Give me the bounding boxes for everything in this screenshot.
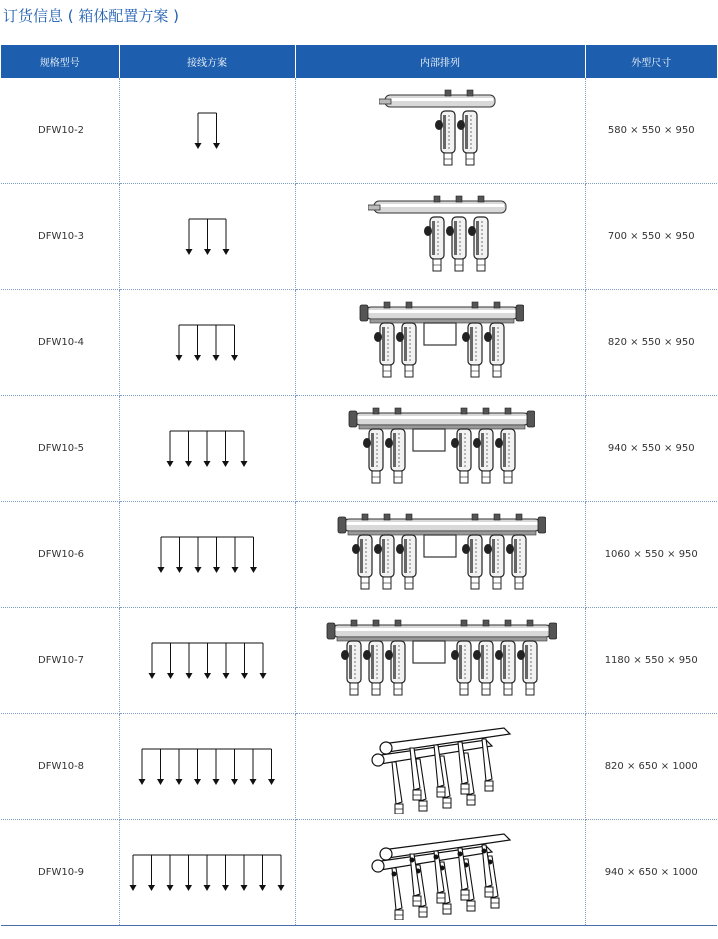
arrow-down-icon bbox=[241, 673, 248, 679]
arrow-down-icon bbox=[259, 673, 266, 679]
clamp-ear bbox=[385, 650, 393, 660]
arrow-down-icon bbox=[194, 143, 201, 149]
clamp-ear bbox=[446, 226, 454, 236]
equipment-group bbox=[379, 90, 495, 165]
bus-highlight bbox=[346, 522, 538, 525]
model-cell: DFW10-4 bbox=[1, 290, 119, 396]
wiring-diagram-icon bbox=[127, 851, 287, 895]
clamp-ear bbox=[352, 544, 360, 554]
clamp-ear bbox=[363, 650, 371, 660]
top-bolt bbox=[461, 408, 467, 414]
clamp-ear bbox=[451, 438, 459, 448]
clamp-ear bbox=[396, 544, 404, 554]
connector-shade bbox=[459, 433, 462, 467]
top-bolt bbox=[483, 620, 489, 626]
layout-cell bbox=[295, 820, 585, 926]
layout-cell bbox=[295, 608, 585, 714]
clamp-ear bbox=[473, 650, 481, 660]
top-bolt bbox=[505, 620, 511, 626]
layout-cell bbox=[295, 78, 585, 184]
busbar-6-way-drawing-icon bbox=[334, 511, 546, 599]
bushing-stub bbox=[368, 205, 380, 210]
clamp-ear bbox=[462, 332, 470, 342]
table-row bbox=[1, 184, 717, 290]
dims-cell: 820 × 650 × 1000 bbox=[585, 714, 717, 820]
top-bolt bbox=[456, 196, 462, 202]
connector-bar bbox=[359, 425, 525, 429]
layout-cell bbox=[295, 290, 585, 396]
dims-cell: 1060 × 550 × 950 bbox=[585, 502, 717, 608]
header-model: 规格型号 bbox=[1, 45, 119, 78]
tube-end bbox=[372, 860, 384, 872]
wiring-diagram-icon bbox=[155, 533, 260, 577]
arrow-down-icon bbox=[241, 461, 248, 467]
connector-shade bbox=[360, 539, 363, 573]
busbar-2-way-drawing-icon bbox=[379, 87, 501, 175]
model-cell: DFW10-3 bbox=[1, 184, 119, 290]
connector-shade bbox=[432, 221, 435, 255]
connector-shade bbox=[465, 115, 468, 149]
clamp-ear bbox=[341, 650, 349, 660]
arrow-down-icon bbox=[204, 249, 211, 255]
wiring-cell bbox=[119, 290, 295, 396]
dims-cell: 940 × 550 × 950 bbox=[585, 396, 717, 502]
arrow-down-icon bbox=[231, 355, 238, 361]
layout-cell bbox=[295, 714, 585, 820]
table-row bbox=[1, 290, 717, 396]
clamp-ear bbox=[385, 438, 393, 448]
bus-highlight bbox=[335, 628, 549, 631]
busbar-4-way-drawing-icon bbox=[356, 299, 524, 387]
end-cap bbox=[360, 305, 368, 321]
clamp-ear bbox=[495, 650, 503, 660]
tap-bolt bbox=[458, 851, 463, 856]
bridge-frame bbox=[413, 429, 445, 451]
clamp-ear bbox=[374, 332, 382, 342]
arrow-down-icon bbox=[204, 673, 211, 679]
arrow-down-icon bbox=[194, 567, 201, 573]
clamp-ear bbox=[473, 438, 481, 448]
bus-highlight bbox=[376, 204, 504, 207]
connector-shade bbox=[470, 327, 473, 361]
arrow-down-icon bbox=[231, 567, 238, 573]
clamp-ear bbox=[484, 332, 492, 342]
wiring-cell bbox=[119, 184, 295, 290]
connector-shade bbox=[382, 327, 385, 361]
table-row bbox=[1, 502, 717, 608]
top-bolt bbox=[461, 620, 467, 626]
table-row bbox=[1, 396, 717, 502]
connector-shade bbox=[492, 539, 495, 573]
model-cell: DFW10-6 bbox=[1, 502, 119, 608]
top-bolt bbox=[384, 302, 390, 308]
top-bolt bbox=[373, 408, 379, 414]
equipment-group bbox=[372, 728, 510, 814]
equipment-group bbox=[360, 302, 524, 377]
arrow-down-icon bbox=[213, 143, 220, 149]
arrow-down-icon bbox=[278, 885, 285, 891]
arrow-down-icon bbox=[185, 673, 192, 679]
table-row bbox=[1, 608, 717, 714]
arrow-down-icon bbox=[213, 567, 220, 573]
tap-bolt bbox=[482, 848, 487, 853]
connector-shade bbox=[371, 433, 374, 467]
top-bolt bbox=[494, 302, 500, 308]
table-row bbox=[1, 714, 717, 820]
top-bolt bbox=[434, 196, 440, 202]
cable-lead bbox=[392, 762, 402, 804]
clamp-ear bbox=[468, 226, 476, 236]
clamp-ear bbox=[363, 438, 371, 448]
top-bolt bbox=[483, 408, 489, 414]
busbar-7-way-drawing-icon bbox=[323, 617, 557, 705]
connector-shade bbox=[393, 645, 396, 679]
arrow-down-icon bbox=[204, 885, 211, 891]
top-bolt bbox=[478, 196, 484, 202]
equipment-group bbox=[349, 408, 535, 483]
connector-shade bbox=[404, 539, 407, 573]
top-bolt bbox=[505, 408, 511, 414]
clamp-ear bbox=[484, 544, 492, 554]
arrow-down-icon bbox=[167, 461, 174, 467]
order-table bbox=[1, 45, 717, 926]
arrow-down-icon bbox=[176, 567, 183, 573]
wiring-diagram-icon bbox=[192, 109, 223, 153]
bridge-frame bbox=[424, 535, 456, 557]
connector-shade bbox=[481, 433, 484, 467]
arrow-down-icon bbox=[148, 885, 155, 891]
arrow-down-icon bbox=[167, 885, 174, 891]
dims-cell: 580 × 550 × 950 bbox=[585, 78, 717, 184]
arrow-down-icon bbox=[139, 779, 146, 785]
bridge-frame bbox=[413, 641, 445, 663]
arrow-down-icon bbox=[222, 249, 229, 255]
arrow-down-icon bbox=[176, 355, 183, 361]
model-cell: DFW10-7 bbox=[1, 608, 119, 714]
table-row bbox=[1, 820, 717, 926]
tap-bolt bbox=[434, 854, 439, 859]
table-body bbox=[1, 78, 717, 926]
top-bolt bbox=[395, 620, 401, 626]
wiring-diagram-icon bbox=[173, 321, 241, 365]
top-bolt bbox=[373, 620, 379, 626]
connector-shade bbox=[476, 221, 479, 255]
top-bolt bbox=[494, 514, 500, 520]
arrow-down-icon bbox=[157, 779, 164, 785]
top-bolt bbox=[445, 90, 451, 96]
end-cap bbox=[349, 411, 357, 427]
wiring-diagram-icon bbox=[164, 427, 250, 471]
connector-shade bbox=[454, 221, 457, 255]
connector-shade bbox=[481, 645, 484, 679]
top-bolt bbox=[406, 302, 412, 308]
arrow-down-icon bbox=[176, 779, 183, 785]
connector-bar bbox=[370, 319, 514, 323]
cable-branch-8-way-drawing-icon bbox=[364, 720, 516, 814]
top-bolt bbox=[472, 302, 478, 308]
arrow-down-icon bbox=[194, 779, 201, 785]
end-cap bbox=[549, 623, 557, 639]
model-cell: DFW10-5 bbox=[1, 396, 119, 502]
arrow-down-icon bbox=[222, 461, 229, 467]
top-bolt bbox=[472, 514, 478, 520]
connector-shade bbox=[459, 645, 462, 679]
arrow-down-icon bbox=[222, 885, 229, 891]
cable-branch-9-way-drawing-icon bbox=[364, 826, 516, 920]
end-cap bbox=[516, 305, 524, 321]
connector-shade bbox=[404, 327, 407, 361]
table-header-row bbox=[1, 45, 717, 78]
wiring-cell bbox=[119, 608, 295, 714]
arrow-down-icon bbox=[250, 567, 257, 573]
tap-bolt bbox=[392, 871, 397, 876]
clamp-ear bbox=[374, 544, 382, 554]
tap-bolt bbox=[410, 857, 415, 862]
top-bolt bbox=[395, 408, 401, 414]
end-cap bbox=[338, 517, 346, 533]
dims-cell: 940 × 650 × 1000 bbox=[585, 820, 717, 926]
connector-shade bbox=[393, 433, 396, 467]
connector-shade bbox=[514, 539, 517, 573]
connector-shade bbox=[470, 539, 473, 573]
clamp-ear bbox=[517, 650, 525, 660]
wiring-cell bbox=[119, 714, 295, 820]
bridge-frame bbox=[424, 323, 456, 345]
arrow-down-icon bbox=[222, 673, 229, 679]
bus-highlight bbox=[368, 310, 516, 313]
clamp-ear bbox=[451, 650, 459, 660]
clamp-ear bbox=[457, 120, 465, 130]
arrow-down-icon bbox=[268, 779, 275, 785]
top-bolt bbox=[406, 514, 412, 520]
end-cap bbox=[538, 517, 546, 533]
model-cell: DFW10-8 bbox=[1, 714, 119, 820]
tube-end bbox=[372, 754, 384, 766]
connector-shade bbox=[382, 539, 385, 573]
table-row bbox=[1, 78, 717, 184]
arrow-down-icon bbox=[157, 567, 164, 573]
arrow-down-icon bbox=[194, 355, 201, 361]
wiring-cell bbox=[119, 78, 295, 184]
connector-shade bbox=[443, 115, 446, 149]
clamp-ear bbox=[506, 544, 514, 554]
equipment-group bbox=[368, 196, 506, 271]
arrow-down-icon bbox=[185, 885, 192, 891]
model-cell: DFW10-9 bbox=[1, 820, 119, 926]
header-wiring: 接线方案 bbox=[119, 45, 295, 78]
dims-cell: 820 × 550 × 950 bbox=[585, 290, 717, 396]
clamp-ear bbox=[435, 120, 443, 130]
top-bolt bbox=[384, 514, 390, 520]
arrow-down-icon bbox=[241, 885, 248, 891]
layout-cell bbox=[295, 396, 585, 502]
arrow-down-icon bbox=[148, 673, 155, 679]
connector-shade bbox=[503, 645, 506, 679]
end-cap bbox=[527, 411, 535, 427]
clamp-ear bbox=[462, 544, 470, 554]
layout-cell bbox=[295, 502, 585, 608]
arrow-down-icon bbox=[213, 355, 220, 361]
bushing-stub bbox=[379, 99, 391, 104]
arrow-down-icon bbox=[250, 779, 257, 785]
header-layout: 内部排列 bbox=[295, 45, 585, 78]
arrow-down-icon bbox=[231, 779, 238, 785]
top-bolt bbox=[351, 620, 357, 626]
wiring-diagram-icon bbox=[183, 215, 232, 259]
wiring-diagram-icon bbox=[146, 639, 269, 683]
connector-shade bbox=[371, 645, 374, 679]
header-dims: 外型尺寸 bbox=[585, 45, 717, 78]
arrow-down-icon bbox=[204, 461, 211, 467]
page-title: 订货信息 ( 箱体配置方案 ) bbox=[3, 7, 180, 25]
tube-end bbox=[380, 848, 392, 860]
top-bolt bbox=[467, 90, 473, 96]
equipment-group bbox=[327, 620, 557, 695]
wiring-cell bbox=[119, 820, 295, 926]
arrow-down-icon bbox=[167, 673, 174, 679]
equipment-group bbox=[338, 514, 546, 589]
end-cap bbox=[327, 623, 335, 639]
connector-shade bbox=[525, 645, 528, 679]
bus-highlight bbox=[357, 416, 527, 419]
clamp-ear bbox=[495, 438, 503, 448]
arrow-down-icon bbox=[213, 779, 220, 785]
arrow-down-icon bbox=[130, 885, 137, 891]
arrow-down-icon bbox=[185, 249, 192, 255]
model-cell: DFW10-2 bbox=[1, 78, 119, 184]
connector-shade bbox=[349, 645, 352, 679]
busbar-3-way-drawing-icon bbox=[368, 193, 512, 281]
tube-end bbox=[380, 742, 392, 754]
wiring-cell bbox=[119, 502, 295, 608]
connector-shade bbox=[492, 327, 495, 361]
dims-cell: 700 × 550 × 950 bbox=[585, 184, 717, 290]
top-bolt bbox=[362, 514, 368, 520]
busbar-5-way-drawing-icon bbox=[345, 405, 535, 493]
clamp-ear bbox=[396, 332, 404, 342]
arrow-down-icon bbox=[185, 461, 192, 467]
connector-shade bbox=[503, 433, 506, 467]
dims-cell: 1180 × 550 × 950 bbox=[585, 608, 717, 714]
arrow-down-icon bbox=[259, 885, 266, 891]
layout-cell bbox=[295, 184, 585, 290]
wiring-diagram-icon bbox=[136, 745, 278, 789]
top-bolt bbox=[527, 620, 533, 626]
wiring-cell bbox=[119, 396, 295, 502]
clamp-ear bbox=[424, 226, 432, 236]
equipment-group bbox=[372, 834, 510, 920]
bus-highlight bbox=[387, 98, 493, 101]
top-bolt bbox=[516, 514, 522, 520]
